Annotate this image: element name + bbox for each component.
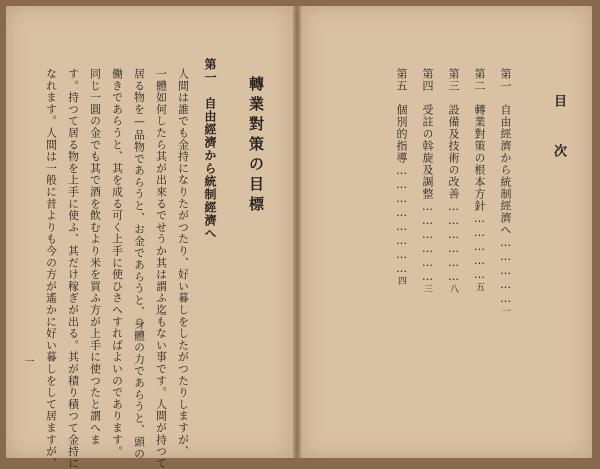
toc-item-page: 五 <box>474 282 484 292</box>
left-page <box>6 6 293 469</box>
toc-item-page: 三 <box>422 284 432 294</box>
body-text-line: なれます。人間は一般に昔よりも今の方が遙かに好い暮しをして居ますが、 <box>45 68 58 469</box>
body-text-line: 同じ一圓の金でも其で酒を飲むより米を買ふ方が上手に使つたと謂へま <box>89 68 102 446</box>
body-text-line: 働きであらうと、其を成る可く上手に使ひさへすればよいのであります。 <box>111 68 124 458</box>
toc-item-leader: …………… <box>473 212 486 282</box>
body-text-line: 人間は誰でも金持になりたがつたり、好い暮しをしたがつたりしますが、 <box>177 68 190 458</box>
toc-item-page: 四 <box>396 276 406 286</box>
toc-item[interactable] <box>471 68 487 292</box>
toc-item-leader: …………… <box>499 236 512 306</box>
toc-item[interactable] <box>393 68 409 286</box>
toc-item-leader: ……………… <box>447 200 460 284</box>
body-text-line: 居る物を—品物であらうと、お金であらうと、身體の力であらうと、頭の <box>133 68 146 460</box>
toc-item[interactable] <box>419 68 435 294</box>
toc-item[interactable] <box>497 68 513 316</box>
toc-item-page: 八 <box>448 284 458 294</box>
body-text-line: す。持つて居る物を上手に使ふ、其だけ稼ぎが出る。其が積り積つて金持に <box>67 68 80 469</box>
toc-item-label: 第一 自由經濟から統制經濟へ <box>499 68 512 236</box>
toc-item-label: 第四 受註の斡旋及調整 <box>421 68 434 200</box>
toc-item-leader: ……………… <box>421 200 434 284</box>
chapter-title: 轉業對策の目標 <box>247 76 265 216</box>
right-page <box>301 6 592 458</box>
toc-item-label: 第五 個別的指導 <box>395 68 408 164</box>
book-gutter <box>293 6 301 458</box>
toc-item[interactable] <box>445 68 461 294</box>
page-number: 一 <box>22 356 33 367</box>
body-text-line: 一體如何したら其が出來るでせうか其は謂ふ迄もない事です。人間が持つて <box>155 68 168 469</box>
toc-title: 目 次 <box>551 94 566 169</box>
section-heading: 第一 自由經濟から統制經濟へ <box>203 58 217 240</box>
toc-item-page: 一 <box>500 306 510 316</box>
toc-item-leader: …………………… <box>395 164 408 276</box>
toc-item-label: 第三 設備及技術の改善 <box>447 68 460 200</box>
toc-item-label: 第二 轉業對策の根本方針 <box>473 68 486 212</box>
